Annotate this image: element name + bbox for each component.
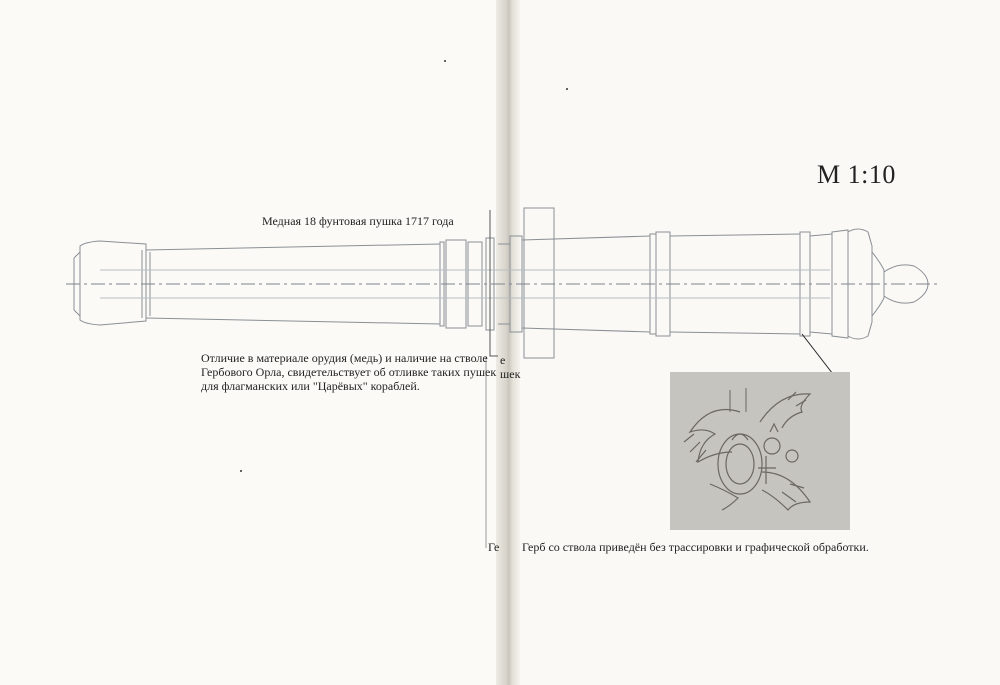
paper-speck [444,60,446,62]
note-text [201,351,501,393]
emblem-caption: Герб со ствола приведён без трассировки и графической обработки. [522,540,869,554]
cannon-outline [74,208,928,358]
gutter-fragment: е [500,353,506,367]
drawing-title: Медная 18 фунтовая пушка 1717 года [262,214,454,228]
paper-speck [566,88,568,90]
coat-of-arms-image [670,372,850,530]
note-line: для флагманских или "Царёвых" кораблей. [201,379,420,393]
scale-label: М 1:10 [817,160,896,189]
gutter-fragment: шек [500,367,521,381]
gutter-fragment: Ге [488,540,500,554]
note-line: Отличие в материале орудия (медь) и наличие на стволе [201,351,488,365]
paper-speck [240,470,242,472]
note-line: Гербового Орла, свидетельствует об отливке таких пушек [201,365,497,379]
